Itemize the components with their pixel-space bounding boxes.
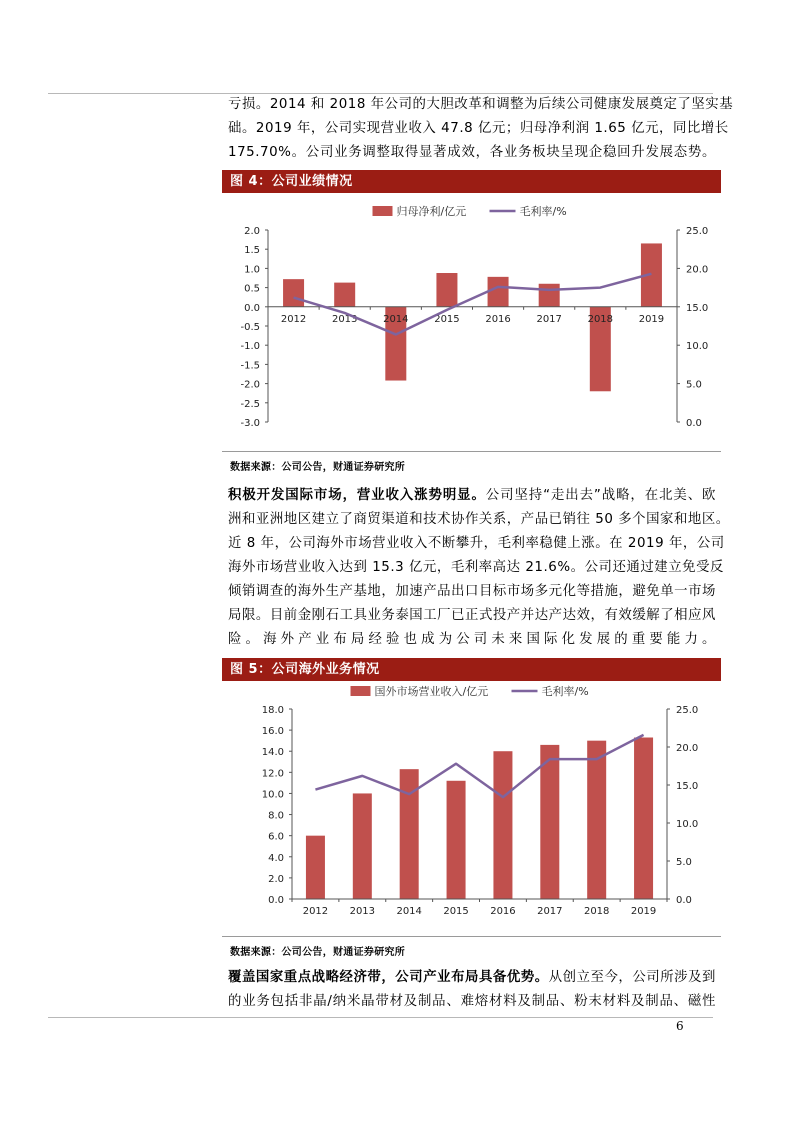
y-tick-label-left: -1.5 <box>240 360 260 372</box>
y-tick-label-left: 10.0 <box>261 789 284 801</box>
x-tick-label: 2015 <box>443 906 469 917</box>
y-tick-label-left: 0.0 <box>244 302 260 314</box>
bar-2012 <box>283 279 304 307</box>
x-tick-label: 2019 <box>638 313 665 325</box>
y-tick-label-left: -3.0 <box>240 418 260 429</box>
y-tick-label-right: 0.0 <box>676 895 692 906</box>
y-tick-label-left: 18.0 <box>261 705 284 716</box>
bar-2017 <box>540 745 559 899</box>
text-line <box>228 484 716 508</box>
legend-bar-label: 国外市场营业收入/亿元 <box>374 685 489 698</box>
text-line: 洲和亚洲地区建立了商贸渠道和技术协作关系，产品已销往 50 多个国家和地区。 <box>228 512 730 527</box>
y-tick-label-left: 1.0 <box>244 264 260 276</box>
text-run: 从创立至今，公司所涉及到 <box>548 970 716 985</box>
figure-5-title: 图 5：公司海外业务情况 <box>222 658 721 681</box>
legend-bar-swatch <box>373 206 393 216</box>
x-tick-label: 2013 <box>331 313 358 325</box>
figure-5-bottom-rule <box>222 936 721 937</box>
y-tick-label-left: 8.0 <box>268 810 284 822</box>
y-tick-label-left: -2.5 <box>240 398 260 410</box>
bar-2017 <box>539 284 560 307</box>
bar-2019 <box>634 738 653 900</box>
y-tick-label-right: 0.0 <box>686 418 702 429</box>
y-tick-label-left: 6.0 <box>268 831 284 843</box>
y-tick-label-left: 4.0 <box>268 852 284 864</box>
text-line: 的业务包括非晶/纳米晶带材及制品、难熔材料及制品、粉末材料及制品、磁性 <box>228 994 716 1009</box>
y-tick-label-left: -1.0 <box>240 341 260 353</box>
y-tick-label-right: 25.0 <box>676 705 699 716</box>
legend-bar-label: 归母净利/亿元 <box>396 205 467 218</box>
y-tick-label-right: 20.0 <box>676 743 699 754</box>
x-tick-label: 2012 <box>302 906 329 917</box>
x-tick-label: 2012 <box>280 313 307 325</box>
text-line: 海外市场营业收入达到 15.3 亿元，毛利率高达 21.6%。公司还通过建立免受反 <box>228 560 724 575</box>
x-tick-label: 2016 <box>490 906 516 917</box>
x-tick-label: 2018 <box>583 906 610 917</box>
figure-5-chart <box>222 681 721 931</box>
text-line: 险。海外产业布局经验也成为公司未来国际化发展的重要能力。 <box>228 632 716 647</box>
y-tick-label-right: 15.0 <box>676 781 699 792</box>
x-tick-label: 2013 <box>349 906 376 917</box>
y-tick-label-right: 10.0 <box>676 819 699 830</box>
x-tick-label: 2015 <box>434 313 460 325</box>
chart-profit-svg <box>222 193 721 443</box>
bar-2018 <box>587 741 606 899</box>
bar-2015 <box>436 273 457 307</box>
paragraph-international <box>228 484 730 652</box>
y-tick-label-left: 14.0 <box>261 747 284 759</box>
y-tick-label-right: 25.0 <box>686 226 709 237</box>
text-line <box>228 966 716 990</box>
y-tick-label-right: 5.0 <box>686 379 702 391</box>
y-tick-label-left: 1.5 <box>244 245 260 257</box>
text-line: 础。2019 年，公司实现营业收入 47.8 亿元；归母净利润 1.65 亿元，同比增长 <box>228 121 729 136</box>
y-tick-label-left: 16.0 <box>261 726 284 738</box>
y-tick-label-right: 5.0 <box>676 857 692 868</box>
x-tick-label: 2017 <box>536 313 562 325</box>
legend-line-label: 毛利率/% <box>519 205 567 218</box>
x-tick-label: 2016 <box>485 313 511 325</box>
y-tick-label-right: 10.0 <box>686 341 709 353</box>
paragraph-lead: 积极开发国际市场，营业收入涨势明显。 <box>228 488 486 503</box>
bar-2015 <box>447 781 466 899</box>
y-tick-label-left: 2.0 <box>268 873 284 885</box>
y-tick-label-left: -2.0 <box>240 379 260 391</box>
text-line: 175.70%。公司业务调整取得显著成效，各业务板块呈现企稳回升发展态势。 <box>228 145 716 160</box>
paragraph-lead: 覆盖国家重点战略经济带，公司产业布局具备优势。 <box>228 970 549 985</box>
legend-bar-swatch <box>351 686 371 696</box>
y-tick-label-right: 20.0 <box>686 264 709 276</box>
page-number: 6 <box>676 1019 684 1033</box>
figure-4-title: 图 4：公司业绩情况 <box>222 170 721 193</box>
text-line: 倾销调查的海外生产基地，加速产品出口目标市场多元化等措施，避免单一市场 <box>228 584 716 599</box>
text-run: 公司坚持“走出去”战略，在北美、欧 <box>485 488 716 503</box>
text-line: 亏损。2014 和 2018 年公司的大胆改革和调整为后续公司健康发展奠定了坚实基 <box>228 97 734 112</box>
x-tick-label: 2017 <box>537 906 563 917</box>
y-tick-label-left: -0.5 <box>240 322 260 333</box>
bar-2016 <box>493 751 512 899</box>
text-line: 局限。目前金刚石工具业务泰国工厂已正式投产并达产达效，有效缓解了相应风 <box>228 608 716 623</box>
y-tick-label-left: 0.0 <box>268 895 284 906</box>
x-tick-label: 2014 <box>383 313 409 325</box>
y-tick-label-left: 12.0 <box>261 768 284 780</box>
figure-4-source: 数据来源：公司公告，财通证券研究所 <box>230 462 406 473</box>
intro-paragraph <box>228 93 734 165</box>
y-tick-label-left: 0.5 <box>244 283 260 295</box>
text-line: 近 8 年，公司海外市场营业收入不断攀升，毛利率稳健上涨。在 2019 年，公司 <box>228 536 725 551</box>
bar-2016 <box>488 277 509 307</box>
y-tick-label-left: 2.0 <box>244 226 260 237</box>
figure-4-chart <box>222 193 721 443</box>
footer-rule <box>48 1017 713 1018</box>
chart-overseas-svg <box>222 681 721 931</box>
bar-2013 <box>334 283 355 307</box>
legend-line-label: 毛利率/% <box>541 685 589 698</box>
y-tick-label-right: 15.0 <box>686 302 709 314</box>
x-tick-label: 2018 <box>587 313 614 325</box>
bar-2013 <box>353 793 372 899</box>
bar-2012 <box>306 836 325 899</box>
x-tick-label: 2019 <box>630 906 657 917</box>
x-tick-label: 2014 <box>396 906 422 917</box>
figure-4-bottom-rule <box>222 451 721 452</box>
paragraph-strategy <box>228 966 716 1014</box>
figure-5-source: 数据来源：公司公告，财通证券研究所 <box>230 947 406 958</box>
